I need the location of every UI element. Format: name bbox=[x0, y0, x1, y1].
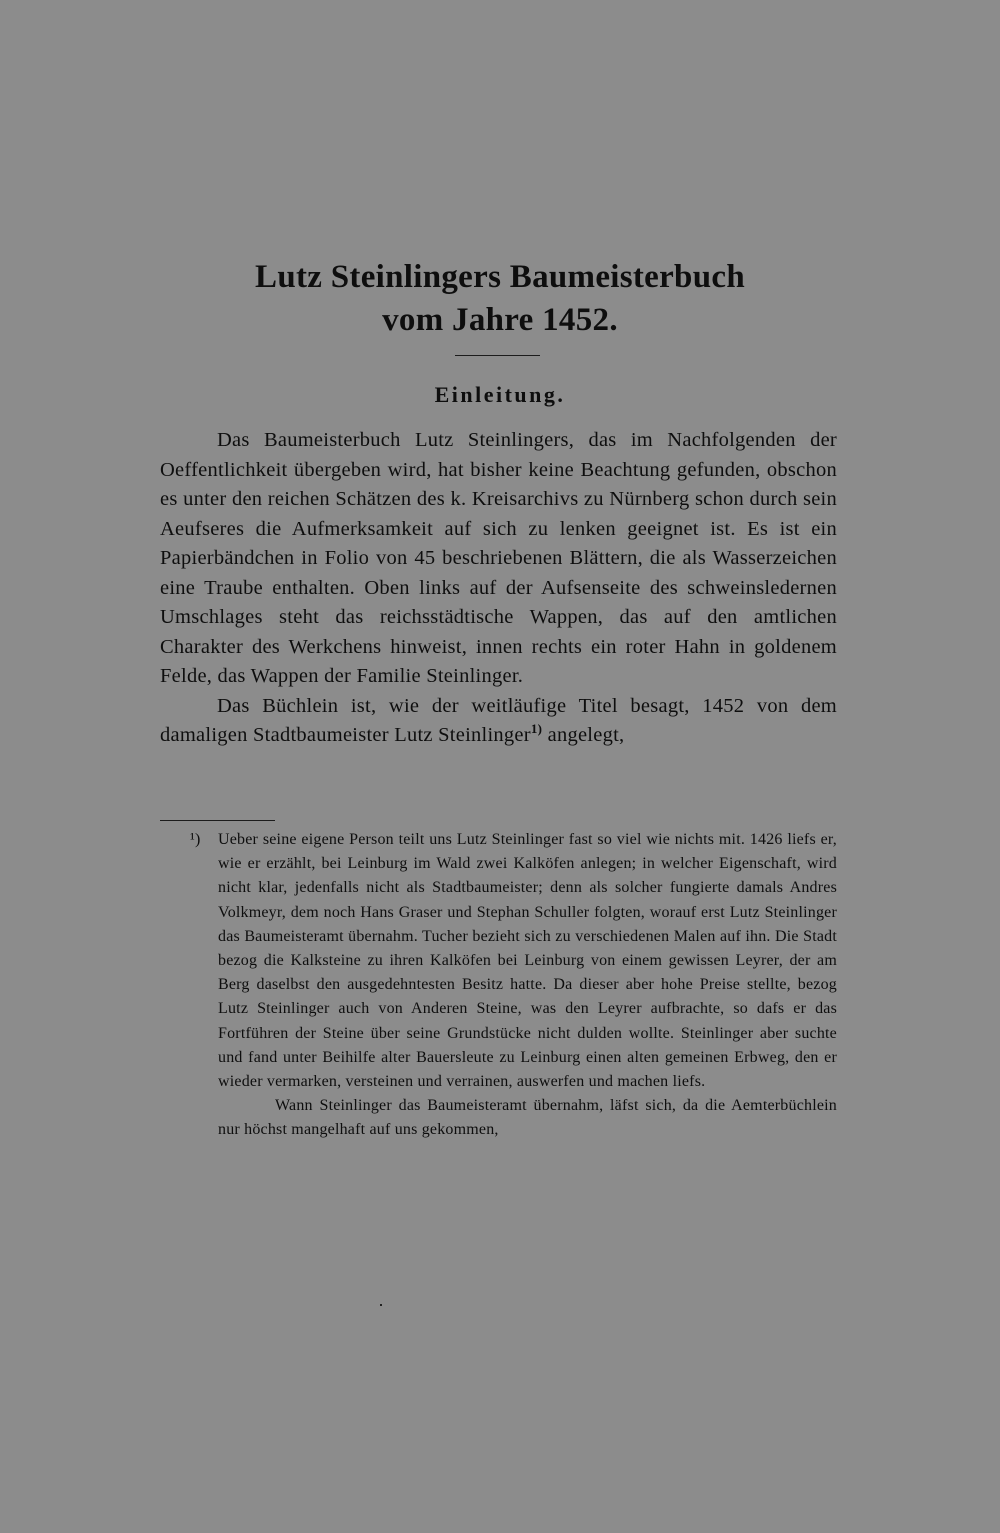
footnote-paragraph-2: Wann Steinlinger das Baumeisteramt übernahm, läfst sich, da die Aemterbüchlein nur höchst mangelhaft auf uns gekommen, bbox=[218, 1097, 837, 1139]
body-paragraph-1: Das Baumeisterbuch Lutz Steinlingers, das im Nachfolgenden der Oeffentlichkeit übergeben wird, hat bisher keine Beachtung gefunden, obschon es unter den reichen Schätzen des k. Kreisarchivs zu Nürnberg schon durch sein Aeufseres die Aufmerksamkeit auf sich zu lenken geeignet ist. Es ist ein Papierbändchen in Folio von 45 beschriebenen Blättern, die als Wasserzeichen eine Traube enthalten. Oben links auf der Aufsenseite des schweinsledernen Umschlages steht das reichsstädtische Wappen, das auf den amtlichen Charakter des Werkchens hinweist, innen rechts ein roter Hahn in goldenem Felde, das Wappen der Familie Steinlinger. bbox=[160, 429, 837, 687]
body-paragraph-2-text: Das Büchlein ist, wie der weitläufige Titel besagt, 1452 von dem damaligen Stadtbaumeister Lutz Steinlinger bbox=[160, 694, 837, 746]
footnote-divider bbox=[160, 820, 275, 821]
title-divider bbox=[455, 355, 540, 356]
footnote-reference: 1) bbox=[530, 721, 543, 737]
footnote-marker: ¹) bbox=[190, 831, 201, 848]
document-title-line-1: Lutz Steinlingers Baumeisterbuch bbox=[255, 259, 745, 295]
body-text bbox=[160, 426, 837, 751]
document-title-line-2: vom Jahre 1452. bbox=[382, 302, 618, 338]
body-paragraph-2 bbox=[160, 692, 837, 751]
footnote-paragraph-1: Ueber seine eigene Person teilt uns Lutz Steinlinger fast so viel wie nichts mit. 1426 liefs er, wie er erzählt, bei Leinburg im Wald zwei Kalköfen anlegen; in welcher Eigenschaft, wird nicht klar, jedenfalls nicht als Stadtbaumeister; denn als solcher fungierte damals Andres Volkmeyr, dem noch Hans Graser und Stephan Schuller folgten, worauf erst Lutz Steinlinger das Baumeisteramt übernahm. Tucher bezieht sich zu verschiedenen Malen auf ihn. Die Stadt bezog die Kalksteine zu ihren Kalköfen bei Leinburg von einem gewissen Leyrer, der am Berg daselbst den ausgedehntesten Besitz hatte. Da dieser aber hohe Preise stellte, bezog Lutz Steinlinger auch von Anderen Steine, was den Leyrer aufbrachte, so dafs er das Fortführen der Steine über seine Grundstücke nicht dulden wollte. Steinlinger aber suchte und fand unter Beihilfe alter Bauersleute zu Leinburg einen alten gemeinen Erbweg, den er wieder vermarken, versteinen und verrainen, auswerfen und machen liefs. bbox=[218, 831, 837, 1091]
body-paragraph-2-end: angelegt, bbox=[542, 724, 625, 746]
page-speck bbox=[380, 1304, 382, 1306]
footnote bbox=[190, 828, 837, 1143]
section-heading: Einleitung. bbox=[434, 382, 566, 407]
